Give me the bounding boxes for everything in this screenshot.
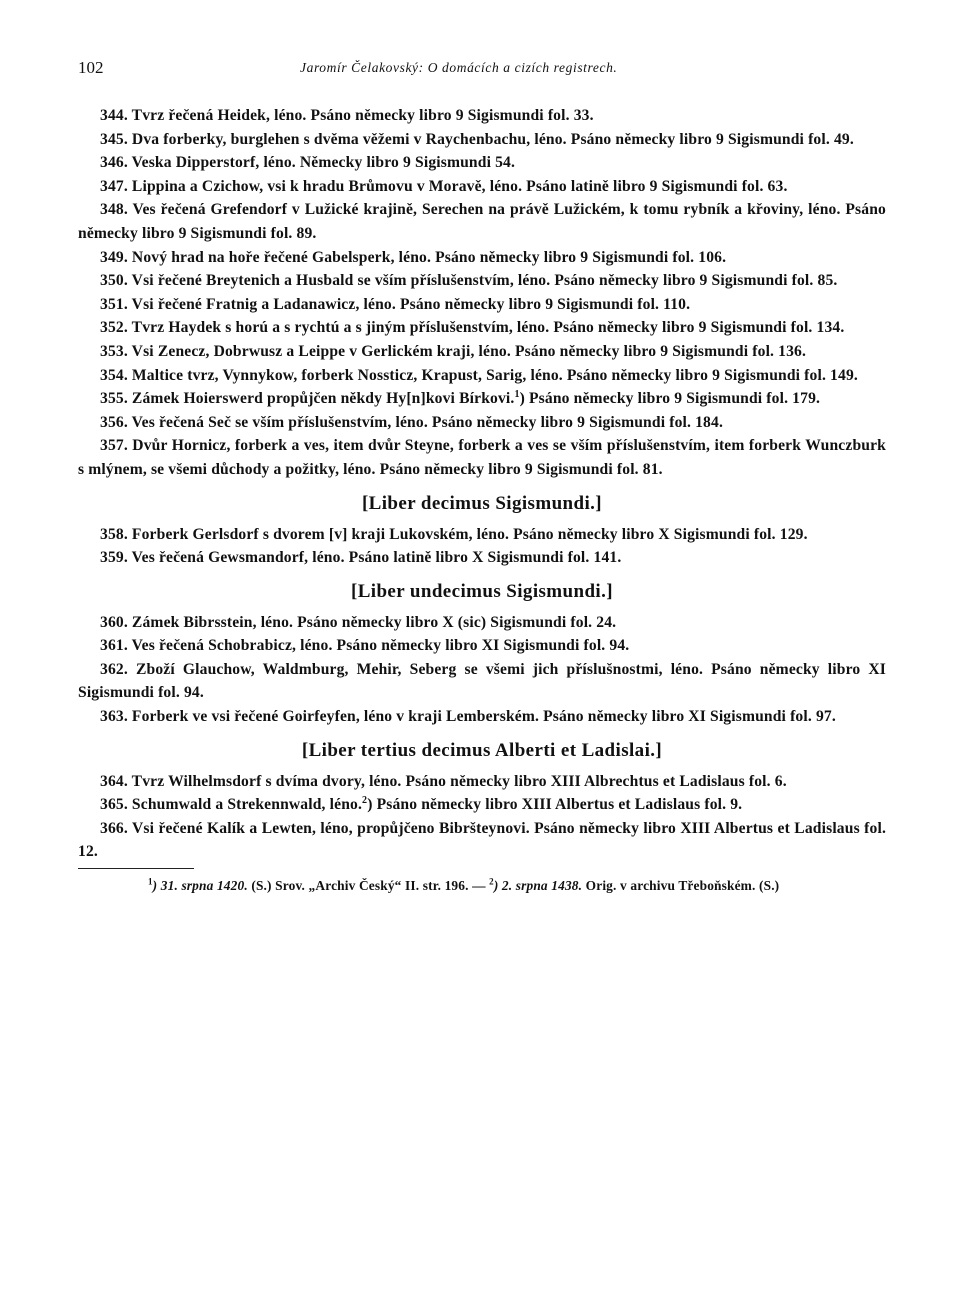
- entry-353: 353. Vsi Zenecz, Dobrwusz a Leippe v Gerlickém kraji, léno. Psáno německy libro 9 Sigismundi fol. 136.: [100, 342, 807, 360]
- entry-351: 351. Vsi řečené Fratnig a Ladanawicz, léno. Psáno německy libro 9 Sigismundi fol. 110.: [100, 295, 691, 313]
- entry-355-rest: ) Psáno německy libro 9 Sigismundi fol. 179.: [519, 390, 821, 408]
- entry-361: 361. Ves řečená Schobrabicz, léno. Psáno německy libro XI Sigismundi fol. 94.: [100, 637, 630, 655]
- footnote-mark-2: 2: [489, 876, 494, 887]
- entry-363: 363. Forberk ve vsi řečené Goirfeyfen, léno v kraji Lemberském. Psáno německy libro XI Sigismundi fol. 97.: [100, 708, 836, 726]
- register-entries: [78, 104, 886, 896]
- footnote-2-date: ) 2. srpna 1438.: [493, 878, 583, 894]
- entry-365: [78, 793, 886, 817]
- entry-358: 358. Forberk Gerlsdorf s dvorem [v] kraji Lukovském, léno. Psáno německy libro X Sigismundi fol. 129.: [100, 525, 808, 543]
- footnote-divider: [78, 868, 194, 869]
- entry-345: 345. Dva forberky, burglehen s dvěma věžemi v Raychenbachu, léno. Psáno německy libro 9 Sigismundi fol. 49.: [100, 130, 854, 148]
- page-header: [78, 58, 886, 80]
- entry-350: 350. Vsi řečené Breytenich a Husbald se vším příslušenstvím, léno. Psáno německy libro 9 Sigismundi fol. 85.: [100, 272, 838, 290]
- entry-354: 354. Maltice tvrz, Vynnykow, forberk Nossticz, Krapust, Sarig, léno. Psáno německy libro 9 Sigismundi fol. 149.: [100, 366, 858, 384]
- entry-365-rest: ) Psáno německy libro XIII Albertus et Ladislaus fol. 9.: [367, 796, 743, 814]
- entry-359: 359. Ves řečená Gewsmandorf, léno. Psáno latině libro X Sigismundi fol. 141.: [100, 549, 622, 567]
- page-number: 102: [78, 58, 104, 77]
- entry-352: 352. Tvrz Haydek s horú a s rychtú a s jiným příslušenstvím, léno. Psáno německy libro 9 Sigismundi fol. 134.: [100, 319, 845, 337]
- footnote-reference-2: 2: [362, 795, 368, 807]
- section-heading-liber-decimus: [Liber decimus Sigismundi.]: [361, 492, 603, 514]
- entry-364: 364. Tvrz Wilhelmsdorf s dvíma dvory, léno. Psáno německy libro XIII Albrechtus et Ladislaus fol. 6.: [100, 772, 787, 790]
- running-title: Jaromír Čelakovský: O domácích a cizích registrech.: [300, 60, 618, 75]
- entry-360: 360. Zámek Bibrsstein, léno. Psáno německy libro X (sic) Sigismundi fol. 24.: [100, 613, 617, 631]
- footnotes: [78, 875, 886, 896]
- entry-355: [78, 387, 886, 411]
- entry-346: 346. Veska Dipperstorf, léno. Německy libro 9 Sigismundi 54.: [100, 154, 516, 172]
- entry-357: 357. Dvůr Hornicz, forberk a ves, item dvůr Steyne, forberk a ves se vším příslušenstvím, item forberk Wunczburk s mlýnem, se všemi důchody a požitky, léno. Psáno německy libro 9 Sigismundi fol. 81.: [78, 437, 886, 478]
- footnote-2-text: Orig. v archivu Třeboňském. (S.): [582, 878, 780, 894]
- entry-366: 366. Vsi řečené Kalík a Lewten, léno, propůjčeno Bibršteynovi. Psáno německy libro XIII Albertus et Ladislaus fol. 12.: [78, 819, 886, 861]
- footnote-mark-1: 1: [148, 876, 153, 887]
- entry-347: 347. Lippina a Czichow, vsi k hradu Brůmovu v Moravě, léno. Psáno latině libro 9 Sigismundi fol. 63.: [100, 177, 788, 195]
- entry-344: 344. Tvrz řečená Heidek, léno. Psáno německy libro 9 Sigismundi fol. 33.: [100, 107, 594, 124]
- entry-365-text: 365. Schumwald a Strekennwald, léno.: [100, 796, 363, 814]
- entry-349: 349. Nový hrad na hoře řečené Gabelsperk, léno. Psáno německy libro 9 Sigismundi fol. 106.: [100, 248, 727, 266]
- entry-348: 348. Ves řečená Grefendorf v Lužické krajině, Serechen na právě Lužickém, k tomu rybník a křoviny, léno. Psáno německy libro 9 Sigismundi fol. 89.: [78, 201, 886, 242]
- entry-355-text: 355. Zámek Hoierswerd propůjčen někdy Hy[n]kovi Bírkovi.: [100, 390, 515, 408]
- footnote-1-text: (S.) Srov. „Archiv Český“ II. str. 196. —: [247, 878, 490, 894]
- entry-356: 356. Ves řečená Seč se vším příslušenstvím, léno. Psáno německy libro 9 Sigismundi fol. 184.: [100, 413, 723, 431]
- footnote-1-date: ) 31. srpna 1420.: [152, 878, 248, 894]
- footnote-reference-1: 1: [514, 388, 520, 400]
- section-heading-liber-undecimus: [Liber undecimus Sigismundi.]: [350, 580, 613, 602]
- entry-362: 362. Zboží Glauchow, Waldmburg, Mehir, Seberg se všemi jich příslušnostmi, léno. Psáno německy libro XI Sigismundi fol. 94.: [78, 660, 886, 702]
- section-heading-liber-tertius-decimus: [Liber tertius decimus Alberti et Ladislai.]: [301, 739, 663, 761]
